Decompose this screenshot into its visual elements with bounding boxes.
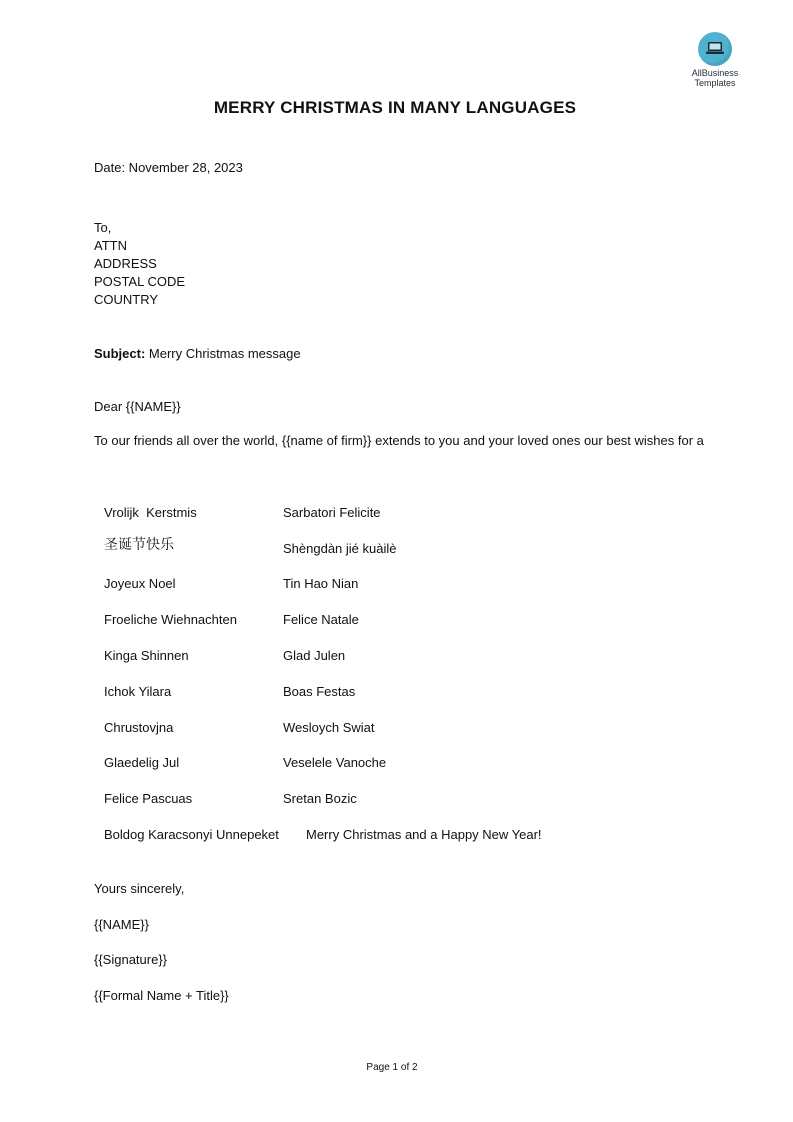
brand-logo — [686, 32, 744, 88]
greeting-right: Shèngdàn jié kuàilè — [283, 541, 397, 556]
greeting-right: Merry Christmas and a Happy New Year! — [306, 827, 542, 842]
greeting-left: Boldog Karacsonyi Unnepeket — [104, 827, 279, 842]
greeting-left: Joyeux Noel — [104, 576, 176, 591]
greeting-left: Vrolijk Kerstmis — [104, 505, 197, 520]
logo-text-line2: Templates — [694, 78, 736, 88]
sender-name: {{NAME}} — [94, 917, 149, 932]
address-line: COUNTRY — [94, 292, 159, 307]
greeting-right: Sarbatori Felicite — [283, 505, 381, 520]
greeting-right: Veselele Vanoche — [283, 755, 387, 770]
greeting-right: Sretan Bozic — [283, 791, 357, 806]
greeting-right: Boas Festas — [283, 684, 356, 699]
address-block — [94, 219, 185, 309]
salutation: Dear {{NAME}} — [94, 399, 181, 414]
page-number: Page 1 of 2 — [366, 1062, 418, 1073]
laptop-icon — [698, 32, 732, 66]
address-line: ADDRESS — [94, 256, 157, 271]
greeting-right: Tin Hao Nian — [283, 576, 359, 591]
greeting-left: Kinga Shinnen — [104, 648, 189, 663]
greeting-left: Ichok Yilara — [104, 684, 172, 699]
greeting-left: 圣诞节快乐 — [104, 537, 174, 553]
greeting-right: Wesloych Swiat — [283, 720, 375, 735]
subject-line — [94, 345, 301, 363]
greeting-left: Glaedelig Jul — [104, 755, 180, 770]
greeting-left: Felice Pascuas — [104, 791, 193, 806]
date-line: Date: November 28, 2023 — [94, 160, 243, 175]
logo-text-line1: AllBusiness — [691, 68, 739, 78]
address-line: ATTN — [94, 238, 127, 253]
signature-placeholder: {{Signature}} — [94, 952, 168, 967]
intro-paragraph: To our friends all over the world, {{name of firm}} extends to you and your loved ones our best wishes for a — [94, 433, 704, 448]
subject-text: Merry Christmas message — [145, 346, 301, 361]
greeting-right: Felice Natale — [283, 612, 359, 627]
formal-name-title: {{Formal Name + Title}} — [94, 988, 229, 1003]
closing-line: Yours sincerely, — [94, 881, 185, 896]
document-title: MERRY CHRISTMAS IN MANY LANGUAGES — [213, 98, 577, 117]
address-line: To, — [94, 220, 112, 235]
greeting-left: Froeliche Wiehnachten — [104, 612, 237, 627]
address-line: POSTAL CODE — [94, 274, 186, 289]
greeting-left: Chrustovjna — [104, 720, 174, 735]
greeting-right: Glad Julen — [283, 648, 346, 663]
subject-label: Subject: — [94, 346, 146, 361]
